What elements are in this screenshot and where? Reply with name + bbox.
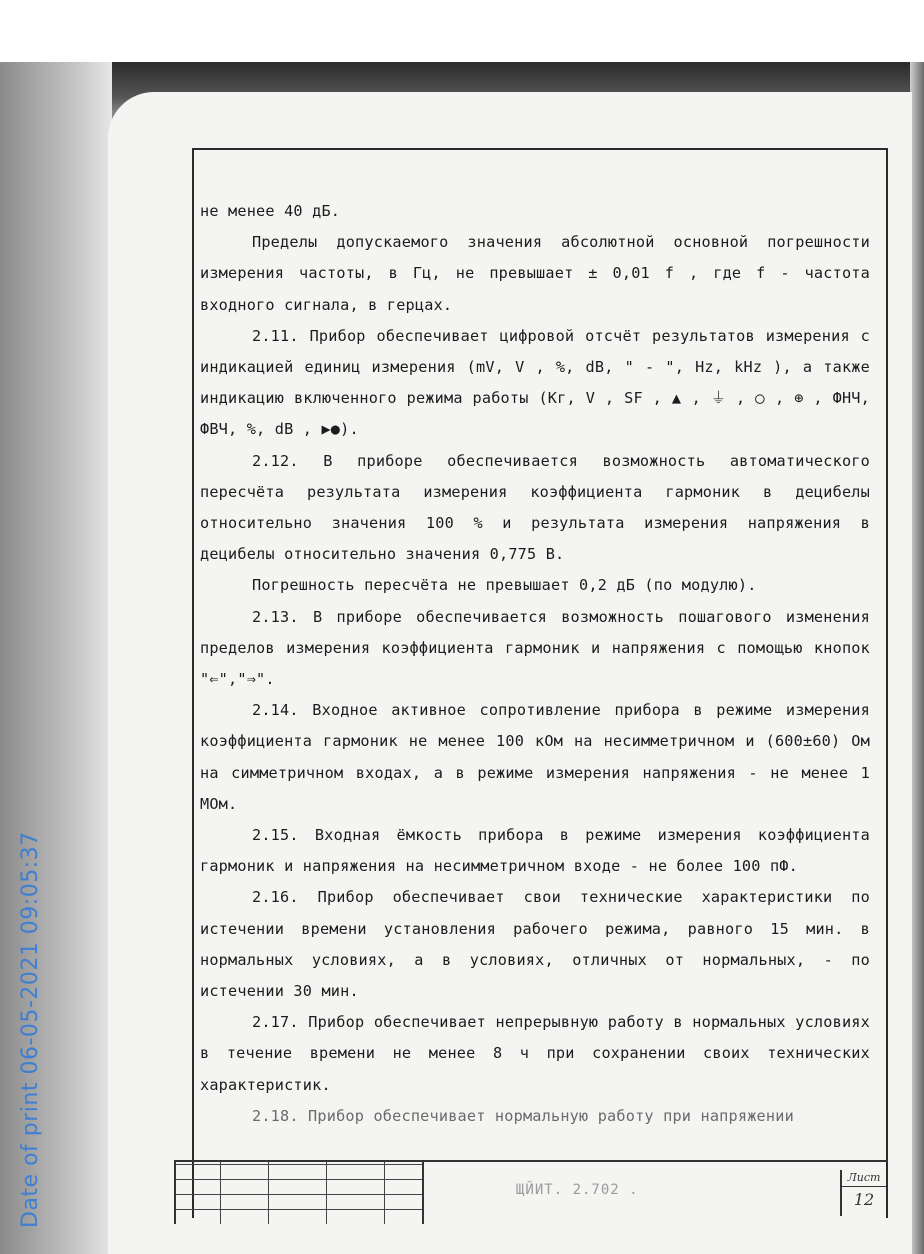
scan-shadow-right: [910, 62, 924, 1254]
paragraph: 2.11. Прибор обеспечивает цифровой отсчёт результатов измерения с индикацией единиц измерения (mV, V , %, dB, " - ", Hz, kHz ), а также индикацию включенного режима работы (Кг, V , SF , ▲ , ⏚ , ◯ , ⊕ , ФНЧ, ФВЧ, %, dB , ▶●).: [200, 326, 870, 439]
paragraph: Погрешность пересчёта не превышает 0,2 дБ (по модулю).: [252, 576, 757, 595]
title-block-divider: [422, 1162, 424, 1224]
print-date-stamp: Date of print 06-05-2021 09:05:37: [18, 831, 43, 1228]
title-block: [174, 1160, 888, 1224]
scan-shadow-left: [0, 62, 112, 1254]
document-code: ЩЙИТ. 2.702 .: [516, 1182, 639, 1198]
paragraph: 2.16. Прибор обеспечивает свои технические характеристики по истечении времени установления рабочего режима, равного 15 мин. в нормальных условиях, а в условиях, отличных от нормальных, - по истечении 30 мин.: [200, 888, 870, 1001]
paragraph: 2.18. Прибор обеспечивает нормальную работу при напряжении: [252, 1106, 794, 1125]
paragraph: 2.14. Входное активное сопротивление прибора в режиме измерения коэффициента гармоник не менее 100 кОм на несимметричном и (600±60) Ом на симметричном входах, а в режиме измерения напряжения - не менее 1 МОм.: [200, 701, 870, 813]
paragraph: 2.15. Входная ёмкость прибора в режиме измерения коэффициента гармоник и напряжения на несимметричном входе - не более 100 пФ.: [200, 826, 870, 876]
paragraph: Пределы допускаемого значения абсолютной основной погрешности измерения частоты, в Гц, не превышает ± 0,01 f , где f - частота входного сигнала, в герцах.: [200, 233, 870, 314]
sheet-label: Лист: [842, 1170, 886, 1187]
paragraph: не менее 40 дБ.: [200, 202, 341, 220]
sheet-number-cell: [840, 1170, 886, 1216]
paragraph: 2.17. Прибор обеспечивает непрерывную работу в нормальных условиях в течение времени не менее 8 ч при сохранении своих технических характеристик.: [200, 1013, 870, 1094]
paragraph: 2.12. В приборе обеспечивается возможность автоматического пересчёта результата измерения коэффициента гармоник в децибелы относительно значения 100 % и результата измерения напряжения в децибелы относительно значения 0,775 В.: [200, 451, 870, 564]
paragraph: 2.13. В приборе обеспечивается возможность пошагового изменения пределов измерения коэффициента гармоник и напряжения с помощью кнопок "⇐","⇒".: [200, 607, 870, 689]
title-block-grid: [176, 1162, 422, 1224]
document-body: [200, 196, 870, 1132]
sheet-number: 12: [853, 1190, 875, 1209]
